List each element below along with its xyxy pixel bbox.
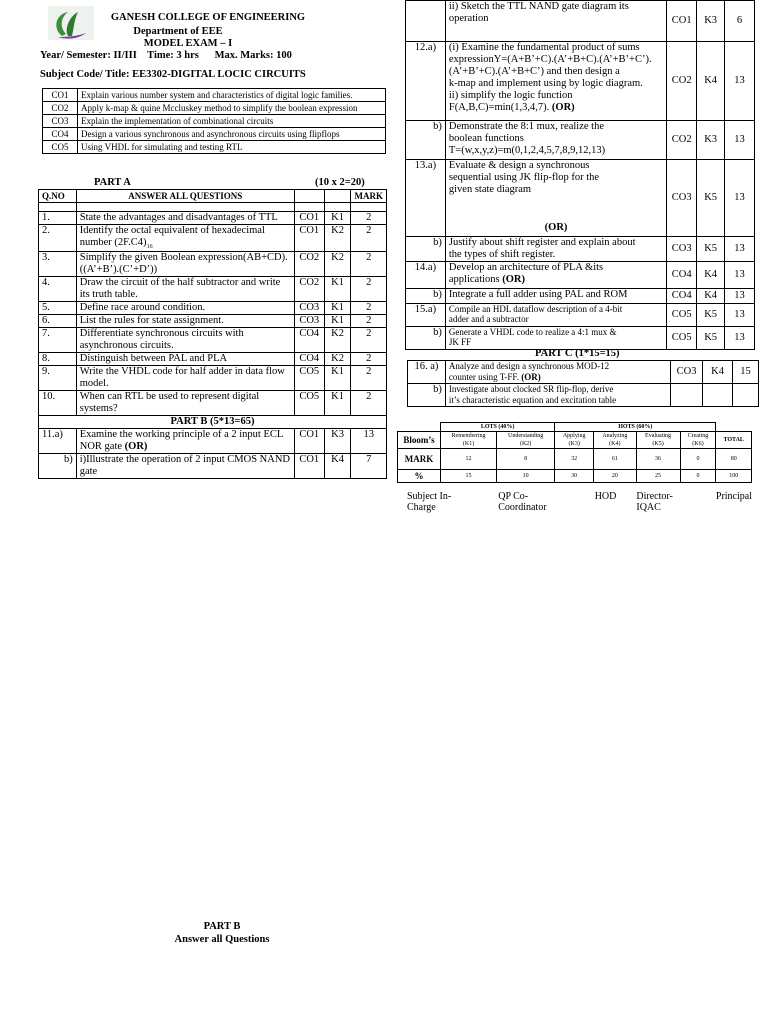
bloom-level: [441, 432, 497, 449]
question-text: [445, 160, 666, 237]
co-value: CO2: [667, 42, 697, 121]
question-number: b): [406, 237, 446, 262]
part-c-title: PART C (1*15=15): [535, 348, 620, 359]
co-value: CO1: [294, 212, 324, 225]
question-number: 5.: [39, 302, 77, 315]
subscript: 16: [146, 244, 153, 251]
question-number: 12.a): [406, 42, 446, 121]
k-value: K1: [324, 391, 351, 416]
question-text-main: Distinguish between PAL and PLA: [79, 353, 228, 365]
question-row: [406, 42, 755, 121]
question-text: [76, 454, 294, 479]
mark-label: MARK: [398, 449, 441, 470]
question-row: [406, 1, 755, 42]
co-value: CO4: [667, 262, 697, 289]
question-text: [76, 366, 294, 391]
co-value: CO4: [294, 353, 324, 366]
part-c-table: [407, 360, 759, 407]
k-value: K4: [697, 289, 725, 304]
mark-value: 15: [733, 361, 759, 384]
k-value: K1: [324, 366, 351, 391]
question-number: b): [406, 121, 446, 160]
k-header: [324, 190, 351, 203]
question-row: [39, 366, 387, 391]
question-line-with-or: [449, 274, 663, 286]
question-line: Generate a VHDL code to realize a 4:1 mux &: [448, 327, 617, 337]
question-text-main: Define race around condition.: [79, 302, 206, 314]
signature-label: QP Co-Coordinator: [498, 491, 547, 513]
question-line: k-map and implement using by logic diagram.: [448, 78, 643, 89]
question-row: [39, 429, 387, 454]
question-row: [406, 262, 755, 289]
question-line-wrap: [449, 395, 667, 406]
bloom-level-k: (K1): [462, 441, 475, 447]
co-text: Explain various number system and characteristics of digital logic families.: [78, 89, 386, 102]
mark-value: 2: [351, 315, 387, 328]
question-text: [445, 1, 666, 42]
question-line: sequential using JK flip-flop for the: [448, 172, 600, 183]
co-text: Explain the implementation of combinational circuits: [78, 115, 386, 128]
signature-label: Principal: [715, 491, 752, 502]
question-text-main: Draw the circuit of the half subtractor and write its truth table.: [79, 277, 281, 301]
blooms-table: [397, 422, 752, 483]
mark-value: 13: [725, 262, 755, 289]
part-b-title: PART B (5*13=65): [39, 416, 387, 429]
question-line: (A’+B’+C).(A’+B+C’) and then design a: [448, 66, 620, 77]
co-value: CO4: [667, 289, 697, 304]
question-text-main: List the rules for state assignment.: [79, 315, 224, 327]
spacer-cell: [324, 203, 351, 212]
question-line: Evaluate & design a synchronous: [448, 160, 590, 171]
bloom-level: [636, 432, 680, 449]
question-row: [39, 212, 387, 225]
co-value: CO1: [294, 454, 324, 479]
question-line: Analyze and design a synchronous MOD-12: [448, 361, 610, 371]
bloom-mark-value: 12: [441, 449, 497, 470]
or-label: (OR): [124, 441, 148, 453]
question-number: 9.: [39, 366, 77, 391]
part-a-header-row: [39, 190, 387, 203]
bloom-mark-value: 0: [680, 449, 716, 470]
mark-value: 2: [351, 277, 387, 302]
part-a-marks: (10 x 2=20): [315, 177, 365, 188]
mark-value: [733, 384, 759, 407]
signature-label: Subject In-Charge: [407, 491, 452, 513]
bloom-level-name: Analyzing: [602, 433, 628, 439]
co-value: CO5: [294, 366, 324, 391]
question-number: b): [406, 289, 446, 304]
co-value: [671, 384, 703, 407]
question-line-wrap: [449, 361, 667, 372]
question-number: 3.: [39, 252, 77, 277]
co-value: CO3: [294, 302, 324, 315]
question-number: 7.: [39, 328, 77, 353]
question-text: [76, 302, 294, 315]
bloom-pct-value: 25: [636, 470, 680, 483]
question-number: b): [408, 384, 446, 407]
question-row: [408, 361, 759, 384]
co-code: CO4: [43, 128, 78, 141]
or-label: (OR): [551, 102, 575, 113]
co-text: Using VHDL for simulating and testing RTL: [78, 141, 386, 154]
max-marks: Max. Marks: 100: [214, 50, 292, 61]
co-value: CO3: [294, 315, 324, 328]
bloom-level-name: Understanding: [507, 433, 544, 439]
question-row: [39, 225, 387, 252]
mark-value: 13: [351, 429, 387, 454]
exam-title: MODEL EXAM – I: [143, 38, 233, 49]
k-value: K3: [697, 1, 725, 42]
question-line: given state diagram: [448, 184, 532, 195]
question-text: [76, 315, 294, 328]
part-a-table: [38, 189, 387, 479]
k-value: K5: [697, 327, 725, 350]
k-value: K1: [324, 302, 351, 315]
k-value: K4: [324, 454, 351, 479]
mark-value: 13: [725, 160, 755, 237]
question-number: 1.: [39, 212, 77, 225]
blooms-label: Bloom’s: [398, 432, 441, 449]
bloom-pct-value: 30: [555, 470, 594, 483]
question-number: [406, 1, 446, 42]
part-b-title-row: [39, 416, 387, 429]
k-value: K1: [324, 315, 351, 328]
total-header: TOTAL: [716, 432, 752, 449]
question-number: 13.a): [406, 160, 446, 237]
question-text-main: Identify the octal equivalent of hexadecimal number (2F.C4): [79, 225, 265, 248]
co-value: CO3: [667, 160, 697, 237]
question-text-main: Simplify the given Boolean expression(AB+CD).((A’+B’).(C’+D’)): [79, 252, 288, 276]
question-text: [76, 252, 294, 277]
lots-header: LOTS (40%): [441, 423, 555, 432]
college-logo: [48, 6, 94, 40]
question-number: 8.: [39, 353, 77, 366]
question-line: Demonstrate the 8:1 mux, realize the: [448, 121, 604, 132]
co-row: [43, 115, 386, 128]
question-text: [445, 361, 670, 384]
co-code: CO5: [43, 141, 78, 154]
question-line: Investigate about clocked SR flip-flop, derive: [448, 384, 614, 394]
year-semester: Year/ Semester: II/III: [40, 50, 137, 61]
question-row: [406, 304, 755, 327]
spacer-cell: [39, 203, 77, 212]
mark-value: 2: [351, 225, 387, 252]
question-line: counter using T-FF.: [448, 372, 519, 382]
k-value: K5: [697, 160, 725, 237]
question-text-main: When can RTL be used to represent digital systems?: [79, 391, 260, 415]
question-row: [39, 252, 387, 277]
course-outcomes-table: [42, 88, 386, 154]
question-line-wrap: [449, 372, 667, 383]
question-line: it’s characteristic equation and excitation table: [448, 395, 617, 405]
mark-value: 2: [351, 391, 387, 416]
question-line-with-or: [449, 102, 663, 114]
mark-value: 6: [725, 1, 755, 42]
co-code: CO2: [43, 102, 78, 115]
mark-value: 13: [725, 304, 755, 327]
mark-value: 7: [351, 454, 387, 479]
question-number: 10.: [39, 391, 77, 416]
signature-label: HOD: [594, 491, 617, 502]
question-line: boolean functions: [448, 133, 524, 144]
mark-value: 2: [351, 353, 387, 366]
bloom-level-k: (K4): [609, 441, 621, 447]
spacer-cell: [351, 203, 387, 212]
question-row: [406, 121, 755, 160]
question-line: Develop an architecture of PLA &its: [448, 262, 604, 273]
bloom-level-k: (K3): [568, 441, 580, 447]
co-value: CO2: [294, 277, 324, 302]
question-line: applications: [448, 274, 500, 285]
or-label: (OR): [521, 372, 541, 382]
subject-title: Subject Code/ Title: EE3302-DIGITAL LOCIC CIRCUITS: [40, 69, 306, 80]
k-value: K1: [324, 212, 351, 225]
part-a-title: PART A: [94, 177, 131, 188]
mark-header: MARK: [351, 190, 387, 203]
co-value: CO5: [667, 304, 697, 327]
question-text: [445, 384, 670, 407]
co-text: Design a various synchronous and asynchronous circuits using flipflops: [78, 128, 386, 141]
k-value: K5: [697, 304, 725, 327]
college-name: GANESH COLLEGE OF ENGINEERING: [110, 12, 306, 23]
bloom-level-name: Creating: [687, 433, 709, 439]
footer-answer-all: Answer all Questions: [174, 934, 270, 945]
k-value: K5: [697, 237, 725, 262]
bloom-mark-value: 8: [497, 449, 555, 470]
signature-row: [407, 491, 752, 513]
co-value: CO5: [294, 391, 324, 416]
co-header: [294, 190, 324, 203]
bloom-level-name: Evaluating: [645, 433, 672, 439]
question-number: 15.a): [406, 304, 446, 327]
bloom-pct-value: 15: [441, 470, 497, 483]
k-value: [703, 384, 733, 407]
mark-value: 13: [725, 327, 755, 350]
question-text: [76, 353, 294, 366]
co-value: CO1: [667, 1, 697, 42]
question-line: adder and a subtractor: [448, 314, 529, 324]
spacer-cell: [294, 203, 324, 212]
question-number: 4.: [39, 277, 77, 302]
diagram-space: [449, 196, 663, 222]
signature-label: Director-IQAC: [636, 491, 673, 513]
question-row: [408, 384, 759, 407]
bloom-pct-value: 0: [680, 470, 716, 483]
question-row: [406, 237, 755, 262]
hots-header: HOTS (60%): [555, 423, 716, 432]
question-text: [445, 121, 666, 160]
bloom-level: [594, 432, 636, 449]
question-text: [445, 289, 666, 304]
k-value: K3: [697, 121, 725, 160]
question-row: [406, 327, 755, 350]
co-code: CO1: [43, 89, 78, 102]
co-row: [43, 128, 386, 141]
question-text: [76, 225, 294, 252]
question-row: [39, 315, 387, 328]
mark-value: 2: [351, 328, 387, 353]
question-text: [76, 429, 294, 454]
question-number: 11.a): [39, 429, 77, 454]
co-row: [43, 89, 386, 102]
bloom-mark-value: 80: [716, 449, 752, 470]
co-value: CO2: [667, 121, 697, 160]
k-value: K4: [697, 42, 725, 121]
bloom-pct-value: 10: [497, 470, 555, 483]
k-value: K4: [697, 262, 725, 289]
co-row: [43, 102, 386, 115]
mark-value: 13: [725, 42, 755, 121]
question-line: F(A,B,C)=min(1,3,4,7).: [448, 102, 550, 113]
question-line: JK FF: [448, 337, 472, 347]
question-text: [445, 262, 666, 289]
question-line: Compile an HDL dataflow description of a 4-bit: [448, 304, 623, 314]
qno-header: Q.NO: [39, 190, 77, 203]
question-text-main: State the advantages and disadvantages of TTL: [79, 212, 278, 223]
k-value: K3: [324, 429, 351, 454]
co-code: CO3: [43, 115, 78, 128]
bloom-pct-value: 20: [594, 470, 636, 483]
part-b-right-table: [405, 0, 755, 350]
question-line-wrap: [449, 384, 667, 395]
question-line: the types of shift register.: [448, 249, 556, 260]
bloom-level-k: (K6): [692, 441, 704, 447]
question-text-main: ii) Sketch the TTL NAND gate diagram its operation: [448, 1, 629, 24]
question-text: [445, 327, 666, 350]
question-number: 16. a): [408, 361, 446, 384]
question-row: [39, 302, 387, 315]
question-row: [39, 454, 387, 479]
or-label: (OR): [502, 274, 525, 285]
bloom-level-k: (K5): [652, 441, 664, 447]
question-row: [39, 328, 387, 353]
question-number: 14.a): [406, 262, 446, 289]
footer-part-b-title: PART B: [203, 921, 241, 932]
co-value: CO4: [294, 328, 324, 353]
bloom-level: [680, 432, 716, 449]
k-value: K4: [703, 361, 733, 384]
co-text: Apply k-map & quine Mccluskey method to simplify the boolean expression: [78, 102, 386, 115]
co-value: CO3: [667, 237, 697, 262]
question-line: T=(w,x,y,z)=m(0,1,2,4,5,7,8,9,12,13): [448, 145, 606, 156]
question-row: [406, 160, 755, 237]
question-number: b): [39, 454, 77, 479]
co-value: CO5: [667, 327, 697, 350]
question-row: [39, 353, 387, 366]
bloom-level: [497, 432, 555, 449]
k-value: K2: [324, 328, 351, 353]
mark-value: 13: [725, 237, 755, 262]
exam-time: Time: 3 hrs: [147, 50, 199, 61]
question-row: [406, 289, 755, 304]
department: Department of EEE: [133, 26, 223, 37]
mark-value: 13: [725, 289, 755, 304]
bloom-level-name: Remembering: [451, 433, 486, 439]
mark-value: 2: [351, 252, 387, 277]
mark-value: 2: [351, 302, 387, 315]
pct-label: %: [398, 470, 441, 483]
question-line: (i) Examine the fundamental product of sums expressionY=(A+B’+C).(A’+B+C).(A’+B’+C’).: [448, 42, 652, 65]
k-value: K2: [324, 225, 351, 252]
questions-header: ANSWER ALL QUESTIONS: [76, 190, 294, 203]
question-text: [76, 277, 294, 302]
co-value: CO1: [294, 429, 324, 454]
question-row: [39, 277, 387, 302]
co-value: CO2: [294, 252, 324, 277]
question-text: [76, 328, 294, 353]
bloom-mark-value: 32: [555, 449, 594, 470]
question-text: [76, 212, 294, 225]
bloom-pct-value: 100: [716, 470, 752, 483]
or-label: (OR): [544, 222, 568, 233]
question-text-main: Differentiate synchronous circuits with asynchronous circuits.: [79, 328, 244, 352]
co-value: CO1: [294, 225, 324, 252]
bloom-level-name: Applying: [562, 433, 586, 439]
question-line: Integrate a full adder using PAL and ROM: [448, 289, 628, 300]
co-row: [43, 141, 386, 154]
k-value: K2: [324, 252, 351, 277]
mark-value: 13: [725, 121, 755, 160]
question-number: b): [406, 327, 446, 350]
mark-value: 2: [351, 366, 387, 391]
question-number: 6.: [39, 315, 77, 328]
bloom-mark-value: 61: [594, 449, 636, 470]
question-text: [445, 42, 666, 121]
spacer-row: [39, 203, 387, 212]
question-text-main: Write the VHDL code for half adder in data flow model.: [79, 366, 285, 390]
exam-meta: [40, 50, 292, 61]
question-text: [445, 304, 666, 327]
question-line: Justify about shift register and explain about: [448, 237, 636, 248]
question-number: 2.: [39, 225, 77, 252]
question-text: [445, 237, 666, 262]
k-value: K1: [324, 277, 351, 302]
bloom-level-k: (K2): [519, 441, 532, 447]
question-line: ii) simplify the logic function: [448, 90, 573, 101]
bloom-mark-value: 36: [636, 449, 680, 470]
question-text-main: i)Illustrate the operation of 2 input CMOS NAND gate: [79, 454, 290, 478]
question-text-main: Examine the working principle of a 2 input ECL NOR gate: [79, 429, 283, 453]
question-text: [76, 391, 294, 416]
k-value: K2: [324, 353, 351, 366]
co-value: CO3: [671, 361, 703, 384]
mark-value: 2: [351, 212, 387, 225]
spacer-cell: [76, 203, 294, 212]
bloom-level: [555, 432, 594, 449]
question-row: [39, 391, 387, 416]
